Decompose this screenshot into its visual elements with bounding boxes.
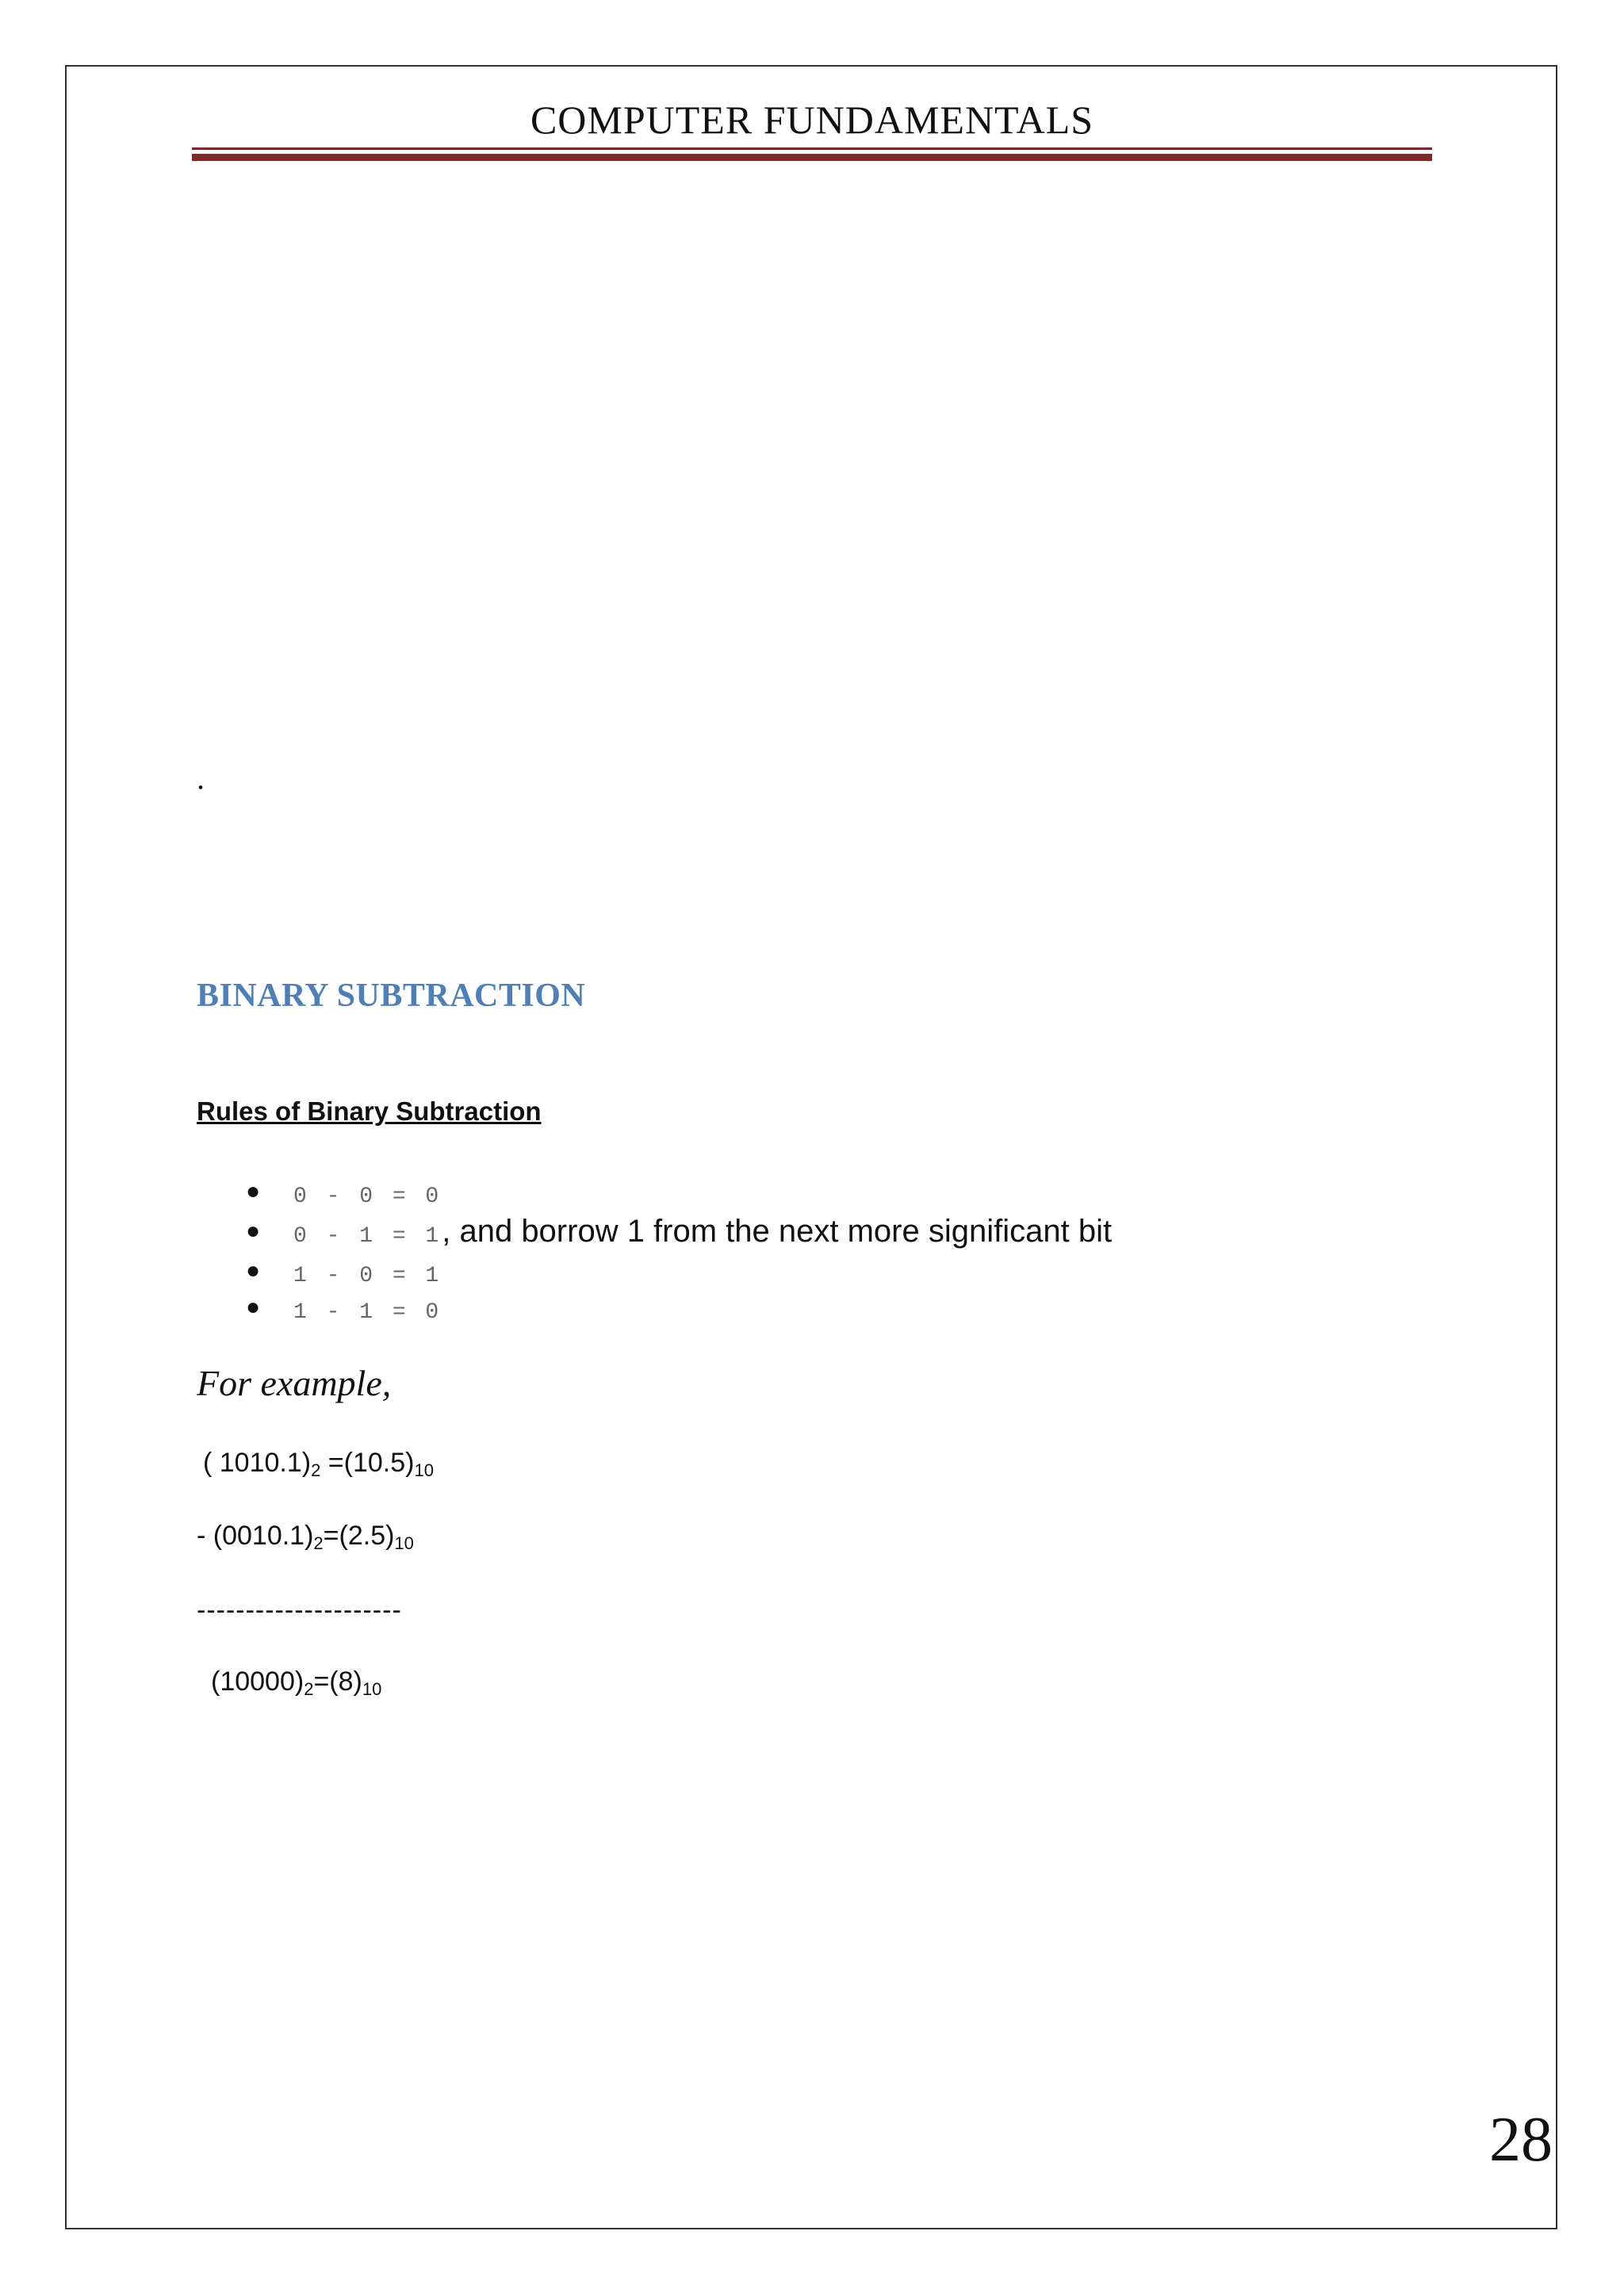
rule-note: , and borrow 1 from the next more significant bit xyxy=(442,1214,1113,1249)
bullet-icon: ● xyxy=(246,1294,261,1320)
rule-item xyxy=(197,1173,1112,1210)
minuend-line xyxy=(203,1448,434,1481)
result-binary: (10000) xyxy=(211,1667,304,1697)
bullet-icon: ● xyxy=(246,1257,261,1284)
example-label: For example, xyxy=(197,1363,392,1403)
stray-dot: . xyxy=(197,760,205,796)
base-subscript: 10 xyxy=(362,1679,382,1699)
rule-item xyxy=(197,1253,1112,1289)
rule-code: 0 - 0 = 0 xyxy=(293,1184,442,1209)
subtrahend-line xyxy=(197,1521,414,1554)
rule-item xyxy=(197,1210,1112,1253)
minuend-decimal: =(10.5) xyxy=(320,1448,415,1478)
page-number: 28 xyxy=(1489,2105,1553,2175)
rule-code: 1 - 1 = 0 xyxy=(293,1300,442,1325)
base-subscript: 10 xyxy=(394,1533,414,1553)
base-subscript: 2 xyxy=(313,1533,324,1553)
rule-item xyxy=(197,1289,1112,1326)
header-rule-thin xyxy=(192,147,1432,150)
section-heading: BINARY SUBTRACTION xyxy=(197,978,586,1014)
result-decimal: =(8) xyxy=(313,1667,362,1697)
result-line xyxy=(211,1667,381,1700)
base-subscript: 2 xyxy=(304,1679,314,1699)
rules-list xyxy=(197,1173,1112,1326)
rule-code: 1 - 0 = 1 xyxy=(293,1264,442,1288)
minuend-binary: ( 1010.1) xyxy=(203,1448,312,1478)
rules-subheading: Rules of Binary Subtraction xyxy=(197,1096,542,1126)
page-border xyxy=(65,65,1557,2229)
subtrahend-decimal: =(2.5) xyxy=(323,1521,395,1551)
subtrahend-binary: - (0010.1) xyxy=(197,1521,314,1551)
base-subscript: 2 xyxy=(311,1460,321,1480)
bullet-icon: ● xyxy=(246,1218,261,1244)
rule-code: 0 - 1 = 1 xyxy=(293,1224,442,1249)
bullet-icon: ● xyxy=(246,1178,261,1204)
header-rule-thick xyxy=(192,154,1432,161)
page-header-title: COMPUTER FUNDAMENTALS xyxy=(530,98,1094,142)
base-subscript: 10 xyxy=(414,1460,434,1480)
separator-line: --------------------- xyxy=(197,1595,402,1625)
